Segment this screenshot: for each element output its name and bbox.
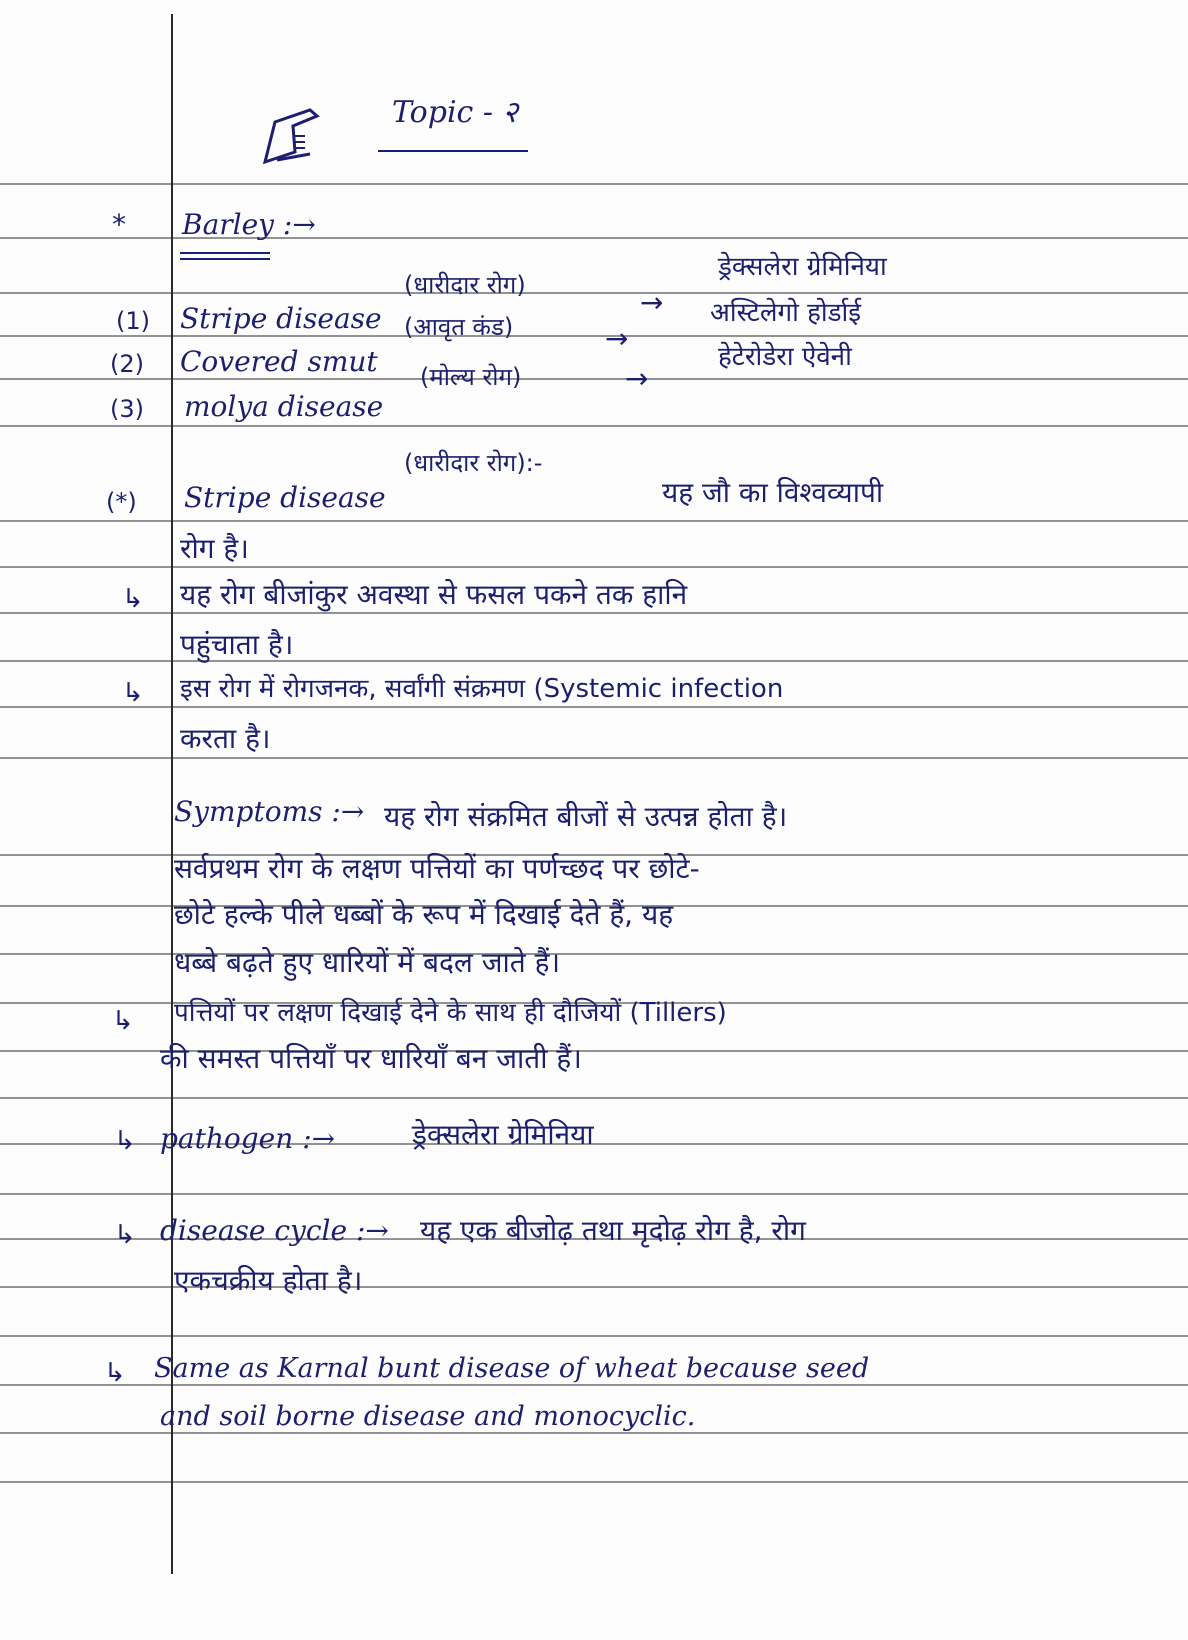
note-line: यह रोग संक्रमित बीजों से उत्पन्न होता है। bbox=[384, 800, 788, 833]
disease-english-name: molya disease bbox=[184, 390, 384, 423]
disease-english-name: Stripe disease bbox=[180, 302, 382, 335]
page-title: Topic - २ bbox=[392, 95, 519, 130]
section-heading-stripe: Stripe disease bbox=[184, 481, 386, 514]
note-line-english: Same as Karnal bunt disease of wheat because seed bbox=[154, 1353, 870, 1384]
ruled-line bbox=[0, 612, 1188, 614]
disease-hindi-label: (धारीदार रोग):- bbox=[404, 449, 543, 477]
arrow-marker: ↳ bbox=[104, 1358, 126, 1388]
ruled-line bbox=[0, 335, 1188, 337]
note-line: एकचक्रीय होता है। bbox=[174, 1264, 363, 1297]
symptoms-label: Symptoms :→ bbox=[174, 795, 365, 828]
pointing-hand-icon bbox=[255, 102, 335, 172]
ruled-line bbox=[0, 1097, 1188, 1099]
note-line: धब्बे बढ़ते हुए धारियों में बदल जाते हैं। bbox=[174, 946, 561, 979]
disease-hindi-name: (धारीदार रोग) bbox=[404, 271, 526, 299]
ruled-line bbox=[0, 757, 1188, 759]
note-line: सर्वप्रथम रोग के लक्षण पत्तियों का पर्णच्छद पर छोटे- bbox=[174, 852, 700, 885]
bullet-marker: * bbox=[112, 208, 126, 241]
arrow: → bbox=[625, 362, 649, 395]
note-line: करता है। bbox=[180, 722, 271, 755]
list-number: (3) bbox=[110, 395, 144, 423]
ruled-line bbox=[0, 566, 1188, 568]
pathogen-name: हेटेरोडेरा ऐवेनी bbox=[718, 342, 852, 372]
note-line: यह रोग बीजांकुर अवस्था से फसल पकने तक हानि bbox=[180, 578, 688, 611]
ruled-line bbox=[0, 237, 1188, 239]
arrow-marker: ↳ bbox=[114, 1220, 136, 1250]
note-line: की समस्त पत्तियाँ पर धारियाँ बन जाती हैं। bbox=[160, 1042, 582, 1075]
note-line-english: and soil borne disease and monocyclic. bbox=[160, 1401, 696, 1432]
arrow: → bbox=[640, 286, 664, 319]
ruled-line bbox=[0, 1481, 1188, 1483]
heading-underline bbox=[180, 252, 270, 254]
disease-hindi-name: (मोल्य रोग) bbox=[420, 363, 522, 391]
pathogen-label: pathogen :→ bbox=[160, 1122, 336, 1155]
pathogen-name: अस्टिलेगो होर्डाई bbox=[710, 298, 862, 328]
note-line: पत्तियों पर लक्षण दिखाई देने के साथ ही दौजियों (Tillers) bbox=[174, 998, 727, 1028]
ruled-line bbox=[0, 425, 1188, 427]
note-line: पहुंचाता है। bbox=[180, 628, 294, 661]
section-heading-barley: Barley :→ bbox=[182, 208, 316, 241]
ruled-line bbox=[0, 183, 1188, 185]
ruled-line bbox=[0, 292, 1188, 294]
bullet-marker: (*) bbox=[106, 488, 137, 516]
ruled-line bbox=[0, 1335, 1188, 1337]
heading-underline bbox=[180, 258, 270, 260]
disease-hindi-name: (आवृत कंड) bbox=[404, 313, 514, 341]
arrow-marker: ↳ bbox=[112, 1006, 134, 1036]
arrow: → bbox=[605, 322, 629, 355]
disease-cycle-label: disease cycle :→ bbox=[160, 1214, 389, 1247]
note-line: रोग है। bbox=[180, 532, 249, 565]
arrow-marker: ↳ bbox=[122, 584, 144, 614]
ruled-line bbox=[0, 660, 1188, 662]
disease-english-name: Covered smut bbox=[180, 345, 378, 378]
margin-line bbox=[171, 14, 173, 1574]
ruled-line bbox=[0, 1193, 1188, 1195]
ruled-line bbox=[0, 378, 1188, 380]
arrow-marker: ↳ bbox=[122, 678, 144, 708]
list-number: (2) bbox=[110, 350, 144, 378]
note-line: छोटे हल्के पीले धब्बों के रूप में दिखाई देते हैं, यह bbox=[174, 898, 674, 931]
ruled-line bbox=[0, 520, 1188, 522]
pathogen-name: ड्रेक्सलेरा ग्रेमिनिया bbox=[718, 252, 887, 282]
note-line: इस रोग में रोगजनक, सर्वांगी संक्रमण (Systemic infection bbox=[180, 674, 784, 704]
pathogen-value: ड्रेक्सलेरा ग्रेमिनिया bbox=[412, 1118, 594, 1151]
note-line: यह एक बीजोढ़ तथा मृदोढ़ रोग है, रोग bbox=[420, 1214, 806, 1247]
note-line: यह जौ का विश्वव्यापी bbox=[662, 476, 884, 509]
title-underline bbox=[378, 150, 528, 152]
arrow-marker: ↳ bbox=[114, 1126, 136, 1156]
list-number: (1) bbox=[116, 307, 150, 335]
ruled-line bbox=[0, 706, 1188, 708]
